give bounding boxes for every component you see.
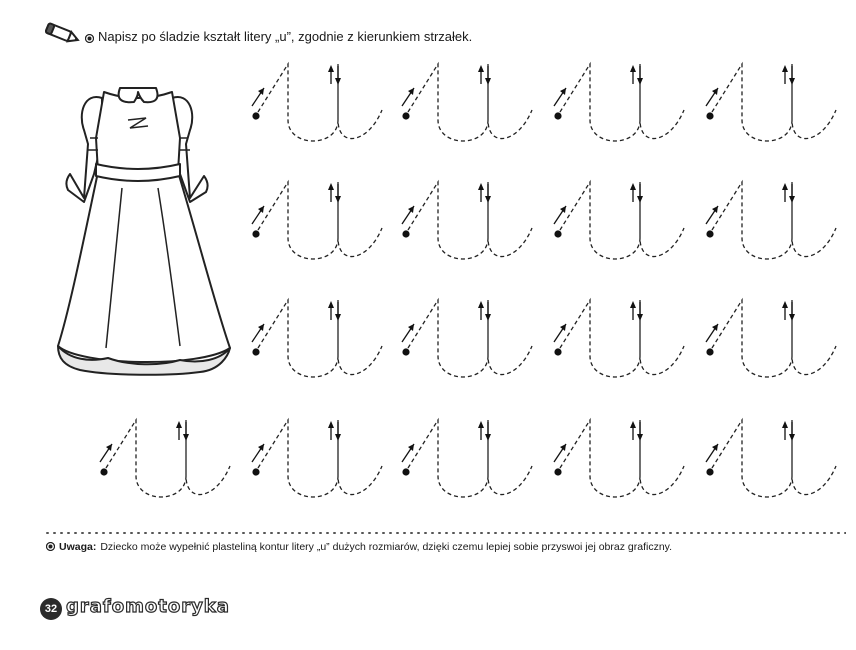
- start-dot: [554, 468, 561, 475]
- arrow-head-icon: [335, 434, 341, 441]
- arrow-head-icon: [258, 88, 264, 95]
- letter-u-trace[interactable]: [402, 300, 532, 377]
- letter-u-trace[interactable]: [554, 182, 684, 259]
- arrow-head-icon: [789, 314, 795, 321]
- start-dot: [554, 112, 561, 119]
- arrow-head-icon: [485, 78, 491, 85]
- arrow-head-icon: [328, 421, 334, 428]
- dashed-outline: [712, 300, 836, 377]
- dashed-outline: [712, 64, 836, 141]
- note: [46, 541, 672, 553]
- dashed-outline: [560, 182, 684, 259]
- arrow-head-icon: [176, 421, 182, 428]
- dashed-outline: [408, 420, 532, 497]
- letter-u-trace[interactable]: [402, 420, 532, 497]
- arrow-head-icon: [560, 88, 566, 95]
- arrow-head-icon: [335, 78, 341, 85]
- letter-u-trace[interactable]: [252, 182, 382, 259]
- arrow-head-icon: [485, 314, 491, 321]
- dashed-outline: [712, 182, 836, 259]
- letter-u-trace[interactable]: [706, 300, 836, 377]
- note-label: Uwaga:: [59, 541, 97, 553]
- arrow-head-icon: [408, 206, 414, 213]
- arrow-head-icon: [712, 206, 718, 213]
- arrow-head-icon: [258, 206, 264, 213]
- arrow-head-icon: [478, 65, 484, 72]
- letter-u-trace[interactable]: [100, 420, 230, 497]
- instruction-text: Napisz po śladzie kształt litery „u”, zgodnie z kierunkiem strzałek.: [98, 29, 473, 44]
- arrow-head-icon: [630, 421, 636, 428]
- dashed-outline: [408, 182, 532, 259]
- start-dot: [402, 348, 409, 355]
- dashed-outline: [258, 420, 382, 497]
- start-dot: [706, 348, 713, 355]
- start-dot: [706, 230, 713, 237]
- letter-u-trace[interactable]: [554, 300, 684, 377]
- arrow-head-icon: [712, 324, 718, 331]
- arrow-head-icon: [328, 301, 334, 308]
- start-dot: [554, 230, 561, 237]
- arrow-head-icon: [637, 78, 643, 85]
- arrow-head-icon: [258, 324, 264, 331]
- bullet-icon: [46, 542, 55, 551]
- arrow-head-icon: [106, 444, 112, 451]
- footer-title: grafomotoryka: [66, 596, 230, 617]
- letter-u-trace[interactable]: [554, 420, 684, 497]
- start-dot: [706, 468, 713, 475]
- arrow-head-icon: [560, 444, 566, 451]
- dashed-outline: [258, 182, 382, 259]
- arrow-head-icon: [789, 196, 795, 203]
- arrow-head-icon: [637, 314, 643, 321]
- dashed-outline: [258, 300, 382, 377]
- note-text: Dziecko może wypełnić plasteliną kontur litery „u” dużych rozmiarów, dzięki czemu lepiej sobie przyswoi jej obraz graficzny.: [100, 541, 673, 553]
- arrow-head-icon: [782, 65, 788, 72]
- letter-u-trace[interactable]: [252, 64, 382, 141]
- arrow-head-icon: [637, 434, 643, 441]
- start-dot: [252, 112, 259, 119]
- letter-u-trace[interactable]: [402, 64, 532, 141]
- arrow-head-icon: [183, 434, 189, 441]
- arrow-head-icon: [782, 301, 788, 308]
- arrow-head-icon: [789, 434, 795, 441]
- arrow-head-icon: [712, 88, 718, 95]
- start-dot: [402, 468, 409, 475]
- letter-u-trace[interactable]: [252, 420, 382, 497]
- start-dot: [252, 348, 259, 355]
- start-dot: [402, 230, 409, 237]
- page-number: 32: [40, 598, 62, 620]
- arrow-head-icon: [782, 421, 788, 428]
- dashed-outline: [258, 64, 382, 141]
- start-dot: [252, 230, 259, 237]
- start-dot: [706, 112, 713, 119]
- letter-u-trace[interactable]: [706, 64, 836, 141]
- arrow-head-icon: [485, 434, 491, 441]
- arrow-head-icon: [335, 196, 341, 203]
- dashed-outline: [712, 420, 836, 497]
- arrow-head-icon: [478, 183, 484, 190]
- dashed-outline: [408, 64, 532, 141]
- arrow-head-icon: [630, 301, 636, 308]
- start-dot: [100, 468, 107, 475]
- letter-u-trace[interactable]: [252, 300, 382, 377]
- dashed-outline: [106, 420, 230, 497]
- arrow-head-icon: [637, 196, 643, 203]
- arrow-head-icon: [328, 65, 334, 72]
- arrow-head-icon: [328, 183, 334, 190]
- arrow-head-icon: [408, 444, 414, 451]
- dashed-outline: [560, 64, 684, 141]
- start-dot: [554, 348, 561, 355]
- arrow-head-icon: [478, 301, 484, 308]
- letter-u-trace[interactable]: [554, 64, 684, 141]
- arrow-head-icon: [630, 183, 636, 190]
- dashed-outline: [408, 300, 532, 377]
- letter-u-trace[interactable]: [402, 182, 532, 259]
- divider: [46, 531, 846, 535]
- start-dot: [252, 468, 259, 475]
- arrow-head-icon: [485, 196, 491, 203]
- arrow-head-icon: [408, 88, 414, 95]
- arrow-head-icon: [712, 444, 718, 451]
- letter-u-trace[interactable]: [706, 182, 836, 259]
- start-dot: [402, 112, 409, 119]
- dashed-outline: [560, 420, 684, 497]
- arrow-head-icon: [560, 206, 566, 213]
- arrow-head-icon: [782, 183, 788, 190]
- arrow-head-icon: [408, 324, 414, 331]
- arrow-head-icon: [478, 421, 484, 428]
- arrow-head-icon: [258, 444, 264, 451]
- arrow-head-icon: [630, 65, 636, 72]
- letter-u-trace[interactable]: [706, 420, 836, 497]
- dashed-outline: [560, 300, 684, 377]
- arrow-head-icon: [789, 78, 795, 85]
- arrow-head-icon: [560, 324, 566, 331]
- arrow-head-icon: [335, 314, 341, 321]
